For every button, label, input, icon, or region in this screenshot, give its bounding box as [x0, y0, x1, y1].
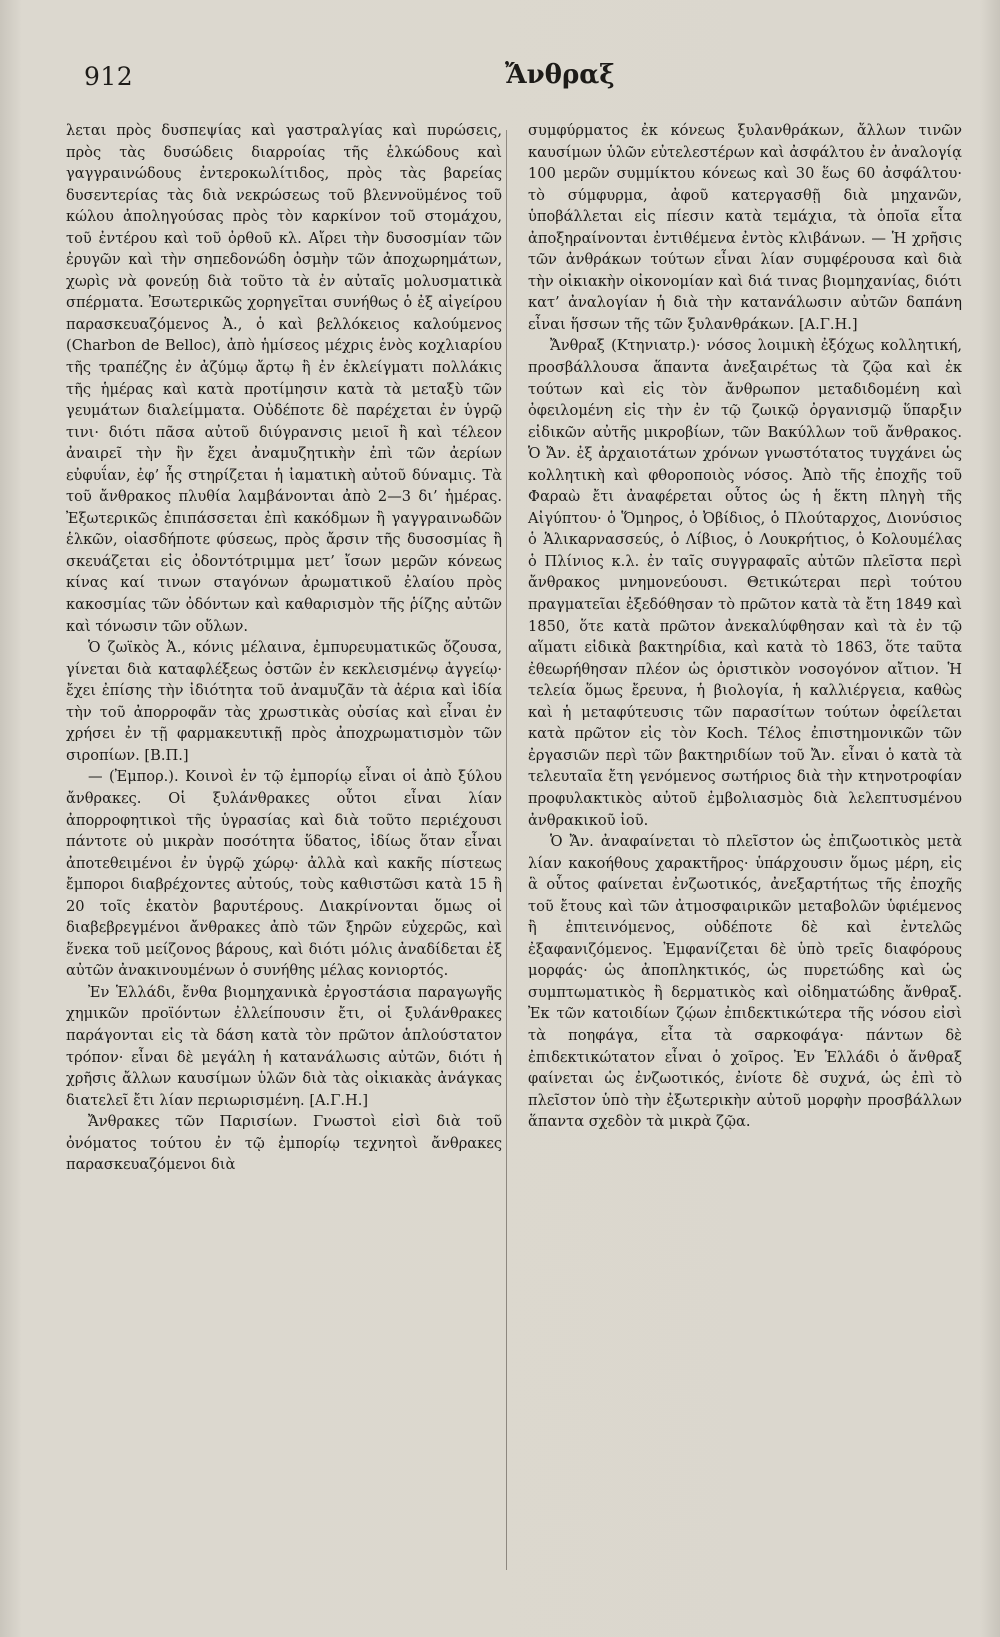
left-paragraph-1: λεται πρὸς δυσπεψίας καὶ γαστραλγίας καὶ πυρώσεις, πρὸς τὰς δυσώδεις διαρροίας τῆς ἑλκώδους καὶ γαγγραινώδους ἐντεροκωλίτιδος, πρὸς τὰς βαρείας δυσεντερίας τὰς διὰ νεκρώσεως τοῦ βλεννοϋμένος τοῦ κώλου ἀποληγούσας πρὸς τὸν καρκίνον τοῦ στομάχου, τοῦ ἐντέρου καὶ τοῦ ὀρθοῦ κλ. Αἴρει τὴν δυσοσμίαν τῶν ἐρυγῶν καὶ τὴν σηπεδονώδη ὀσμὴν τῶν ἀποχωρημάτων, χωρὶς νὰ φονεύῃ διὰ τοῦτο τὰ ἐν αὐταῖς μολυσματικὰ σπέρματα. Ἐσωτερικῶς χορηγεῖται συνήθως ὁ ἐξ αἰγείρου παρασκευαζόμενος Ἀ., ὁ καὶ βελλόκειος καλούμενος (Charbon de Belloc), ἀπὸ ἡμίσεος μέχρις ἑνὸς κοχλιαρίου τῆς τραπέζης ἐν ἀζύμῳ ἄρτῳ ἢ ἐν ἐκλείγματι πολλάκις τῆς ἡμέρας καὶ κατὰ προτίμησιν κατὰ τὰ μεταξὺ τῶν γευμάτων διαλείμματα. Οὐδέποτε δὲ παρέχεται ἐν ὑγρῷ τινι· διότι πᾶσα αὐτοῦ διύγρανσις μειοῖ ἢ καὶ τέλεον ἀναιρεῖ τὴν ἣν ἔχει ἀναμυζητικὴν ἐπὶ τῶν ἀερίων εὐφυΐαν, ἐφ’ ἧς στηρίζεται ἡ ἰαματικὴ αὐτοῦ δύναμις. Τὰ τοῦ ἄνθρακος πλυθία λαμβάνονται ἀπὸ 2—3 δι’ ἡμέρας. Ἐξωτερικῶς ἐπιπάσσεται ἐπὶ κακόδμων ἢ γαγγραινωδῶν ἑλκῶν, οἱασδήποτε φύσεως, πρὸς ἄρσιν τῆς δυσοσμίας ἢ σκευάζεται εἰς ὀδοντότριμμα μετ’ ἴσων μερῶν κόνεως κίνας καί τινων σταγόνων ἀρωματικοῦ ἐλαίου πρὸς κακοσμίας τῶν ὀδόντων καὶ καθαρισμὸν τῆς ῥίζης αὐτῶν καὶ τόνωσιν τῶν οὔλων.	[66, 122, 502, 635]
right-text-column	[528, 120, 962, 1133]
right-paragraph-1: συμφύρματος ἐκ κόνεως ξυλανθράκων, ἄλλων τινῶν καυσίμων ὑλῶν εὐτελεστέρων καὶ ἀσφάλτου ἐν ἀναλογίᾳ 100 μερῶν συμμίκτου κόνεως καὶ 30 ἕως 60 ἀσφάλτου· τὸ σύμφυρμα, ἀφοῦ κατεργασθῇ διὰ μηχανῶν, ὑποβάλλεται εἰς πίεσιν κατὰ τεμάχια, τὰ ὁποῖα εἶτα ἀποξηραίνονται ἐντιθέμενα ἐντὸς κλιβάνων. — Ἡ χρῆσις τῶν ἀνθράκων τούτων εἶναι λίαν συμφέρουσα καὶ διὰ τὴν οἰκιακὴν οἰκονομίαν καὶ διά τινας βιομηχανίας, διότι κατ’ ἀναλογίαν ἡ διὰ τὴν κατανάλωσιν αὐτῶν δαπάνη εἶναι ἥσσων τῆς τῶν ξυλανθράκων. [Α.Γ.Η.]	[528, 122, 962, 333]
right-paragraph-2: Ἄνθραξ (Κτηνιατρ.)· νόσος λοιμικὴ ἐξόχως κολλητική, προσβάλλουσα ἅπαντα ἀνεξαιρέτως τὰ ζῷα καὶ ἐκ τούτων καὶ εἰς τὸν ἄνθρωπον μεταδιδομένη καὶ ὀφειλομένη εἰς τὴν ἐν τῷ ζωικῷ ὀργανισμῷ ὕπαρξιν εἰδικῶν αὐτῆς μικροβίων, τῶν Βακύλλων τοῦ ἄνθρακος. Ὁ Ἄν. ἐξ ἀρχαιοτάτων χρόνων γνωστότατος τυγχάνει ὡς κολλητικὴ καὶ φθοροποιὸς νόσος. Ἀπὸ τῆς ἐποχῆς τοῦ Φαραὼ ἔτι ἀναφέρεται οὗτος ὡς ἡ ἕκτη πληγὴ τῆς Αἰγύπτου· ὁ Ὅμηρος, ὁ Ὀβίδιος, ὁ Πλούταρχος, Διονύσιος ὁ Ἁλικαρνασσεύς, ὁ Λίβιος, ὁ Λουκρήτιος, ὁ Κολουμέλας ὁ Πλίνιος κ.λ. ἐν ταῖς συγγραφαῖς αὐτῶν πλεῖστα περὶ ἄνθρακος μνημονεύουσι. Θετικώτεραι περὶ τούτου πραγματεῖαι ἐξεδόθησαν τὸ πρῶτον κατὰ τὰ ἔτη 1849 καὶ 1850, ὅτε κατὰ πρῶτον ἀνεκαλύφθησαν καὶ τὰ ἐν τῷ αἵματι εἰδικὰ βακτηρίδια, καὶ κατὰ τὸ 1863, ὅτε ταῦτα ἐθεωρήθησαν πλέον ὡς ὁριστικὸν νοσογόνον αἴτιον. Ἡ τελεία ὅμως ἔρευνα, ἡ βιολογία, ἡ καλλιέργεια, καθὼς καὶ ἡ μεταφύτευσις τῶν παρασίτων τούτων ὀφείλεται κατὰ πρῶτον εἰς τὸν Koch. Τέλος ἐπιστημονικῶν τῶν ἐργασιῶν περὶ τῶν βακτηριδίων τοῦ Ἄν. εἶναι ὁ κατὰ τὰ τελευταῖα ἔτη γενόμενος σωτήριος διὰ τὴν κτηνοτροφίαν προφυλακτικὸς αὐτοῦ ἐμβολιασμὸς διὰ λελεπτυσμένου ἀνθρακικοῦ ἰοῦ.	[528, 337, 962, 829]
left-paragraph-2: Ὁ ζωϊκὸς Ἀ., κόνις μέλαινα, ἐμπυρευματικῶς ὄζουσα, γίνεται διὰ καταφλέξεως ὀστῶν ἐν κεκλεισμένῳ ἀγγείῳ· ἔχει ἐπίσης τὴν ἰδιότητα τοῦ ἀναμυζᾶν τὰ ἀέρια καὶ ἰδία τὴν τοῦ ἀπορροφᾶν τὰς χρωστικὰς οὐσίας καὶ εἶναι ἐν χρήσει ἐν τῇ φαρμακευτικῇ πρὸς ἀποχρωματισμὸν τῶν σιροπίων. [Β.Π.]	[66, 639, 502, 764]
page-number: 912	[84, 62, 134, 91]
left-paragraph-4: Ἐν Ἑλλάδι, ἔνθα βιομηχανικὰ ἐργοστάσια παραγωγῆς χημικῶν προϊόντων ἐλλείπουσιν ἔτι, οἱ ξυλάνθρακες παράγονται εἰς τὰ δάση κατὰ τὸν πρῶτον ἁπλούστατον τρόπον· εἶναι δὲ μεγάλη ἡ κατανάλωσις αὐτῶν, διότι ἡ χρῆσις ἄλλων καυσίμων ὑλῶν διὰ τὰς οἰκιακὰς ἀνάγκας διατελεῖ ἔτι λίαν περιωρισμένη. [Α.Γ.Η.]	[66, 983, 502, 1109]
left-paragraph-3: — (Ἐμπορ.). Κοινοὶ ἐν τῷ ἐμπορίῳ εἶναι οἱ ἀπὸ ξύλου ἄνθρακες. Οἱ ξυλάνθρακες οὗτοι εἶναι λίαν ἀπορροφητικοὶ τῆς ὑγρασίας καὶ διὰ τοῦτο περιέχουσι πάντοτε οὐ μικρὰν ποσότητα ὕδατος, ἰδίως ὅταν εἶναι ἀποτεθειμένοι ἐν ὑγρῷ χώρῳ· ἀλλὰ καὶ κακῆς πίστεως ἔμποροι διαβρέχοντες αὐτούς, τοὺς καθιστῶσι κατὰ 15 ἢ 20 τοῖς ἑκατὸν βαρυτέρους. Διακρίνονται ὅμως οἱ διαβεβρεγμένοι ἄνθρακες ἀπὸ τῶν ξηρῶν εὐχερῶς, καὶ ἕνεκα τοῦ μείζονος βάρους, καὶ διότι μόλις ἀναδίδεται ἐξ αὐτῶν ἀνακινουμένων ὁ συνήθης μέλας κονιορτός.	[66, 768, 502, 980]
column-divider	[506, 130, 507, 1570]
left-text-column	[66, 120, 502, 1176]
left-paragraph-5: Ἄνθρακες τῶν Παρισίων. Γνωστοὶ εἰσὶ διὰ τοῦ ὀνόματος τούτου ἐν τῷ ἐμπορίῳ τεχνητοὶ ἄνθρακες παρασκευαζόμενοι διὰ	[66, 1113, 502, 1174]
right-paragraph-3: Ὁ Ἄν. ἀναφαίνεται τὸ πλεῖστον ὡς ἐπιζωοτικὸς μετὰ λίαν κακοήθους χαρακτῆρος· ὑπάρχουσιν ὅμως μέρη, εἰς ἃ οὗτος φαίνεται ἐνζωοτικός, ἀνεξαρτήτως τῆς ἐποχῆς τοῦ ἔτους καὶ τῶν ἀτμοσφαιρικῶν μεταβολῶν ὑφιέμενος ἢ ἐπιτεινόμενος, οὐδέποτε δὲ καὶ ἐντελῶς ἐξαφανιζόμενος. Ἐμφανίζεται δὲ ὑπὸ τρεῖς διαφόρους μορφάς· ὡς ἀποπληκτικός, ὡς πυρετώδης καὶ ὡς συμπτωματικὸς ἢ δερματικὸς καὶ οἰδηματώδης ἄνθραξ. Ἐκ τῶν κατοιδίων ζῴων ἐπιδεκτικώτερα τῆς νόσου εἰσὶ τὰ ποηφάγα, εἶτα τὰ σαρκοφάγα· πάντων δὲ ἐπιδεκτικώτατον εἶναι ὁ χοῖρος. Ἐν Ἑλλάδι ὁ ἄνθραξ φαίνεται ὡς ἐνζωοτικός, ἐνίοτε δὲ συχνά, ὡς ἐπὶ τὸ πλεῖστον ὑπὸ τὴν ἐξωτερικὴν αὐτοῦ μορφὴν προσβάλλων ἅπαντα σχεδὸν τὰ μικρὰ ζῷα.	[528, 833, 962, 1131]
running-title: Ἄνθραξ	[505, 60, 615, 90]
